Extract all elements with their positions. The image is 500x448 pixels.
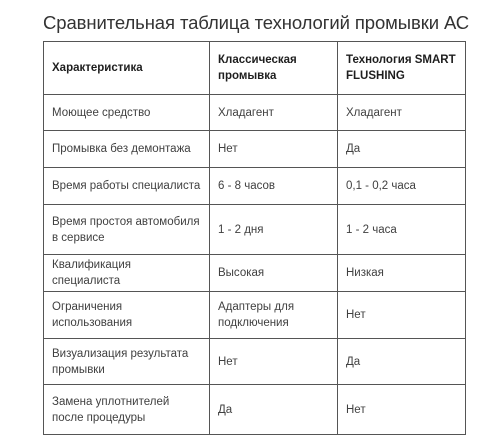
classic-value: 6 - 8 часов: [210, 168, 338, 205]
classic-value: Нет: [210, 131, 338, 168]
row-label: Время работы специалиста: [44, 168, 210, 205]
classic-value: 1 - 2 дня: [210, 205, 338, 255]
table-row: [44, 95, 466, 131]
smart-value: Низкая: [338, 255, 466, 292]
classic-value: Да: [210, 385, 338, 435]
table-row: [44, 339, 466, 385]
table-row: [44, 292, 466, 339]
smart-value: 1 - 2 часа: [338, 205, 466, 255]
header-classic-flushing: Классическая промывка: [210, 42, 338, 95]
table-row: [44, 255, 466, 292]
smart-value: 0,1 - 0,2 часа: [338, 168, 466, 205]
row-label: Визуализация результата промывки: [44, 339, 210, 385]
smart-value: Нет: [338, 385, 466, 435]
table-row: [44, 205, 466, 255]
classic-value: Нет: [210, 339, 338, 385]
comparison-table: [43, 41, 466, 435]
row-label: Время простоя автомобиля в сервисе: [44, 205, 210, 255]
classic-value: Хладагент: [210, 95, 338, 131]
classic-value: Высокая: [210, 255, 338, 292]
table-row: [44, 131, 466, 168]
smart-value: Да: [338, 131, 466, 168]
table-header-row: [44, 42, 466, 95]
table-row: [44, 168, 466, 205]
smart-value: Да: [338, 339, 466, 385]
classic-value: Адаптеры для подключения: [210, 292, 338, 339]
header-smart-flushing: Технология SMART FLUSHING: [338, 42, 466, 95]
header-characteristic: Характеристика: [44, 42, 210, 95]
row-label: Моющее средство: [44, 95, 210, 131]
row-label: Промывка без демонтажа: [44, 131, 210, 168]
smart-value: Хладагент: [338, 95, 466, 131]
row-label: Замена уплотнителей после процедуры: [44, 385, 210, 435]
page-title: Сравнительная таблица технологий промывки АС: [43, 12, 470, 33]
row-label: Ограничения использования: [44, 292, 210, 339]
row-label: Квалификация специалиста: [44, 255, 210, 292]
smart-value: Нет: [338, 292, 466, 339]
table-row: [44, 385, 466, 435]
